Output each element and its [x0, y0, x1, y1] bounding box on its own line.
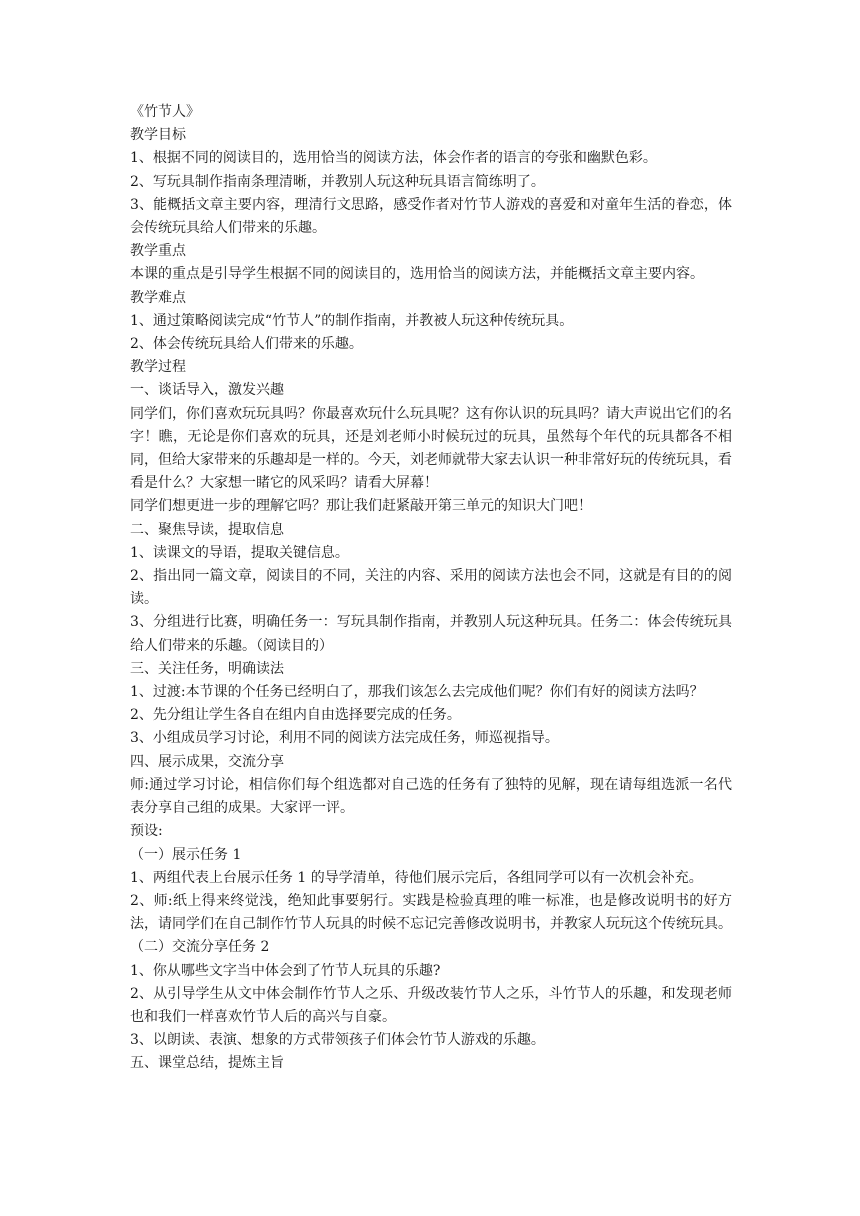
document-page — [130, 101, 732, 1076]
process-step-heading: 四、展示成果，交流分享 — [130, 753, 284, 770]
document-title: 《竹节人》 — [130, 104, 200, 120]
objective-item: 1、根据不同的阅读目的，选用恰当的阅读方法，体会作者的语言的夸张和幽默色彩。 — [130, 150, 657, 167]
difficulty-item: 1、通过策略阅读完成“竹节人”的制作指南，并教被人玩这种传统玩具。 — [130, 312, 574, 329]
paragraph: 同学们想更进一步的理解它吗？那让我们赶紧敲开第三单元的知识大门吧！ — [130, 498, 592, 515]
list-item: 2、指出同一篇文章，阅读目的不同，关注的内容、采用的阅读方法也会不同，这就是有目的的阅读。 — [130, 568, 732, 608]
section-heading-process: 教学过程 — [130, 359, 186, 376]
key-points-paragraph: 本课的重点是引导学生根据不同的阅读目的，选用恰当的阅读方法，并能概括文章主要内容。 — [130, 266, 704, 283]
section-heading-difficulties: 教学难点 — [130, 289, 186, 306]
list-item: 1、读课文的导语，提取关键信息。 — [130, 544, 349, 561]
difficulty-item: 2、体会传统玩具给人们带来的乐趣。 — [130, 336, 363, 353]
sub-heading: （一）展示任务 1 — [130, 846, 242, 863]
section-heading-objectives: 教学目标 — [130, 127, 186, 144]
paragraph: 预设: — [130, 823, 163, 840]
paragraph: 师:通过学习讨论，相信你们每个组选都对自己选的任务有了独特的见解，现在请每组选派一名代表分享自己组的成果。大家评一评。 — [130, 776, 732, 817]
list-item: 1、过渡:本节课的个任务已经明白了，那我们该怎么去完成他们呢？你们有好的阅读方法吗？ — [130, 684, 704, 701]
process-step-heading: 一、谈话导入，激发兴趣 — [130, 382, 284, 399]
sub-heading: （二）交流分享任务 2 — [130, 939, 270, 956]
list-item: 1、你从哪些文字当中体会到了竹节人玩具的乐趣? — [130, 962, 441, 979]
list-item: 3、小组成员学习讨论，利用不同的阅读方法完成任务，师巡视指导。 — [130, 730, 559, 747]
process-step-heading: 三、关注任务，明确读法 — [130, 660, 284, 677]
objective-item: 2、写玩具制作指南条理清晰，并教别人玩这种玩具语言简练明了。 — [130, 173, 545, 190]
process-step-heading: 五、课堂总结，提炼主旨 — [130, 1055, 284, 1072]
list-item: 3、分组进行比赛，明确任务一：写玩具制作指南，并教别人玩这种玩具。任务二：体会传统玩具给人们带来的乐趣。（阅读目的） — [130, 614, 732, 654]
list-item: 1、两组代表上台展示任务 1 的导学清单，待他们展示完后，各组同学可以有一次机会补充。 — [130, 869, 703, 886]
process-step-heading: 二、聚焦导读，提取信息 — [130, 521, 284, 538]
section-heading-key-points: 教学重点 — [130, 243, 186, 260]
paragraph: 同学们，你们喜欢玩玩具吗？你最喜欢玩什么玩具呢？这有你认识的玩具吗？请大声说出它们的名字！瞧，无论是你们喜欢的玩具，还是刘老师小时候玩过的玩具，虽然每个年代的玩具都各不相同，但给大家带来的乐趣却是一样的。今天，刘老师就带大家去认识一种非常好玩的传统玩具，看看是什么？大家想一睹它的风采吗？请看大屏幕！ — [130, 405, 732, 492]
list-item: 3、以朗读、表演、想象的方式带领孩子们体会竹节人游戏的乐趣。 — [130, 1032, 545, 1049]
objective-item: 3、能概括文章主要内容，理清行文思路，感受作者对竹节人游戏的喜爱和对童年生活的眷恋，体会传统玩具给人们带来的乐趣。 — [130, 196, 732, 237]
list-item: 2、师:纸上得来终觉浅，绝知此事要躬行。实践是检验真理的唯一标准，也是修改说明书的好方法，请同学们在自己制作竹节人玩具的时候不忘记完善修改说明书，并教家人玩玩这个传统玩具。 — [130, 892, 732, 933]
list-item: 2、从引导学生从文中体会制作竹节人之乐、升级改装竹节人之乐，斗竹节人的乐趣，和发现老师也和我们一样喜欢竹节人后的高兴与自豪。 — [130, 985, 732, 1025]
list-item: 2、先分组让学生各自在组内自由选择要完成的任务。 — [130, 707, 461, 724]
